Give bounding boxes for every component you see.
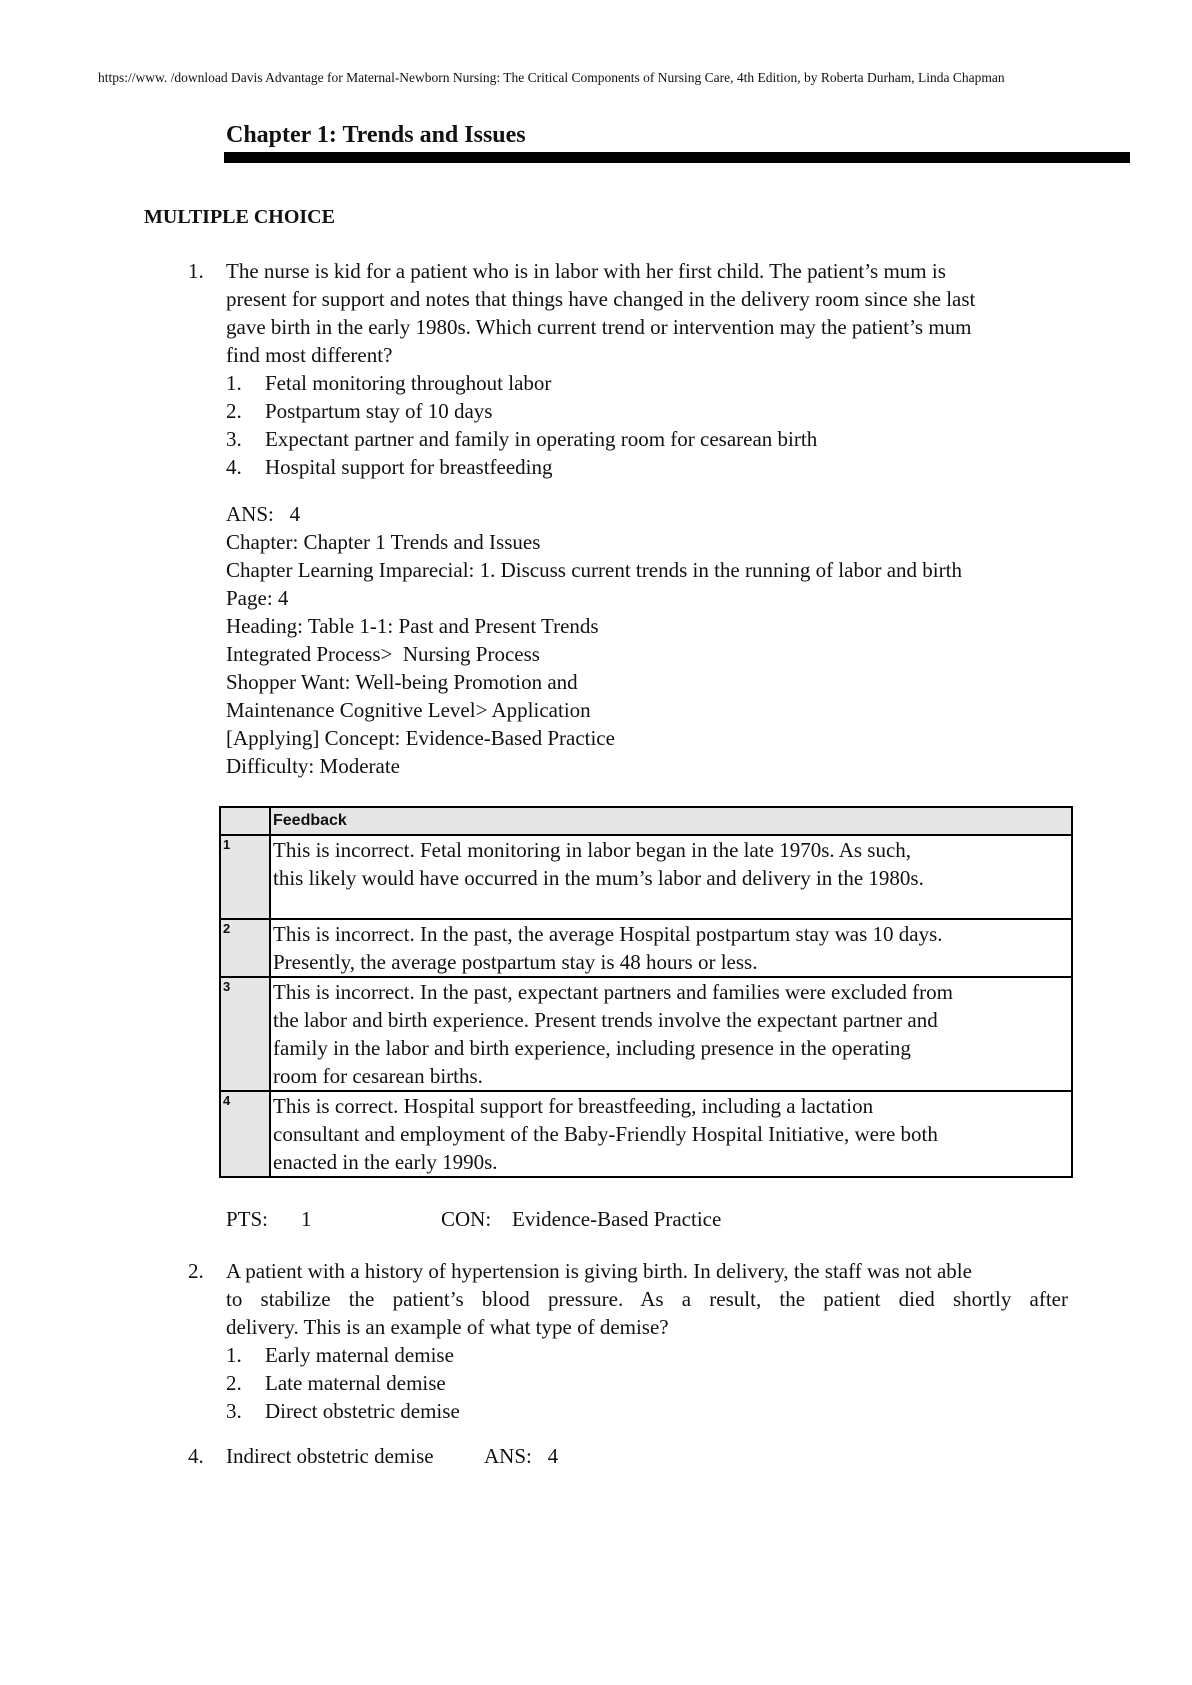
feedback-header-row	[220, 807, 1072, 835]
feedback-number: 3	[220, 977, 270, 1091]
question-number: 1.	[188, 259, 204, 283]
pts-value: 1	[301, 1207, 312, 1231]
feedback-header-blank	[220, 807, 270, 835]
feedback-text	[270, 977, 1072, 1091]
section-heading: MULTIPLE CHOICE	[144, 206, 335, 228]
meta-chapter: Chapter: Chapter 1 Trends and Issues	[226, 530, 541, 554]
meta-client-need: Shopper Want: Well-being Promotion and	[226, 670, 578, 694]
feedback-number: 1	[220, 835, 270, 919]
choice-text: Fetal monitoring throughout labor	[265, 371, 552, 395]
feedback-text-line: this likely would have occurred in the mum’s labor and delivery in the 1980s.	[273, 866, 924, 890]
choice-text: Postpartum stay of 10 days	[265, 399, 493, 423]
feedback-text-line: This is incorrect. In the past, the average Hospital postpartum stay was 10 days.	[273, 922, 943, 946]
feedback-row	[220, 1091, 1072, 1177]
pts-label: PTS:	[226, 1207, 269, 1231]
feedback-text-line: enacted in the early 1990s.	[273, 1150, 498, 1174]
question-2	[188, 1257, 1068, 1425]
question-number: 2.	[188, 1259, 204, 1283]
choice-number: 2.	[226, 1371, 242, 1395]
feedback-text	[270, 919, 1072, 977]
choice-number: 2.	[226, 399, 242, 423]
meta-concept: [Applying] Concept: Evidence-Based Practice	[226, 726, 615, 750]
header-url-text: https://www. /download Davis Advantage for Maternal-Newborn Nursing: The Critical Components of Nursing Care, 4th Edition, by Roberta Durham, Linda Chapman	[98, 70, 1005, 85]
feedback-header: Feedback	[270, 807, 1072, 835]
question-text-line: The nurse is kid for a patient who is in labor with her first child. The patient’s mum is	[226, 259, 946, 283]
question-text-line: find most different?	[226, 343, 393, 367]
choice-text: Indirect obstetric demise	[226, 1444, 434, 1468]
feedback-table	[219, 806, 1073, 1178]
answer-line: ANS: 4	[226, 502, 301, 526]
meta-heading: Heading: Table 1-1: Past and Present Trends	[226, 614, 599, 638]
question-text-line: to stabilize the patient’s blood pressure. As a result, the patient died shortly after	[226, 1287, 1068, 1311]
choice-number: 3.	[226, 1399, 242, 1423]
feedback-text-line: the labor and birth experience. Present trends involve the expectant partner and	[273, 1008, 938, 1032]
feedback-text-line: family in the labor and birth experience, including presence in the operating	[273, 1036, 911, 1060]
meta-page: Page: 4	[226, 586, 289, 610]
title-rule	[224, 152, 1130, 163]
con-value: Evidence-Based Practice	[512, 1207, 722, 1231]
answer-line: ANS: 4	[484, 1444, 559, 1468]
choice-text: Hospital support for breastfeeding	[265, 455, 553, 479]
choice-text: Early maternal demise	[265, 1343, 454, 1367]
question-1	[188, 257, 1088, 481]
meta-cognitive-level: Maintenance Cognitive Level> Application	[226, 698, 591, 722]
question-text-line: gave birth in the early 1980s. Which current trend or intervention may the patient’s mum	[226, 315, 972, 339]
feedback-text-line: Presently, the average postpartum stay is 48 hours or less.	[273, 950, 758, 974]
feedback-number: 4	[220, 1091, 270, 1177]
question-2-trailing-choice	[188, 1442, 888, 1470]
choice-item	[226, 1369, 1068, 1397]
choice-item	[226, 1397, 1068, 1425]
choice-text: Late maternal demise	[265, 1371, 446, 1395]
feedback-row	[220, 919, 1072, 977]
feedback-number: 2	[220, 919, 270, 977]
choice-item	[226, 397, 1088, 425]
meta-difficulty: Difficulty: Moderate	[226, 754, 400, 778]
answer-metadata	[226, 500, 1126, 780]
meta-learning-objective: Chapter Learning Imparecial: 1. Discuss current trends in the running of labor and birth	[226, 558, 962, 582]
question-text-line: present for support and notes that things have changed in the delivery room since she last	[226, 287, 976, 311]
feedback-text	[270, 835, 1072, 919]
feedback-text-line: This is correct. Hospital support for breastfeeding, including a lactation	[273, 1094, 874, 1118]
meta-integrated-process: Integrated Process> Nursing Process	[226, 642, 540, 666]
choice-text: Direct obstetric demise	[265, 1399, 460, 1423]
question-text-line: A patient with a history of hypertension is giving birth. In delivery, the staff was not able	[226, 1259, 972, 1283]
question-text-line: delivery. This is an example of what type of demise?	[226, 1315, 669, 1339]
choice-number: 4.	[226, 455, 242, 479]
feedback-text-line: room for cesarean births.	[273, 1064, 483, 1088]
choice-item	[226, 369, 1088, 397]
choice-item	[226, 453, 1088, 481]
choice-text: Expectant partner and family in operating room for cesarean birth	[265, 427, 818, 451]
chapter-title: Chapter 1: Trends and Issues	[226, 122, 526, 148]
choice-number: 4.	[188, 1444, 204, 1468]
choice-number: 3.	[226, 427, 242, 451]
feedback-text-line: This is incorrect. In the past, expectant partners and families were excluded from	[273, 980, 953, 1004]
feedback-text-line: This is incorrect. Fetal monitoring in labor began in the late 1970s. As such,	[273, 838, 912, 862]
choice-item	[226, 425, 1088, 453]
choice-number: 1.	[226, 371, 242, 395]
choice-item	[226, 1341, 1068, 1369]
choice-number: 1.	[226, 1343, 242, 1367]
feedback-text	[270, 1091, 1072, 1177]
pts-con-line	[226, 1207, 721, 1232]
feedback-text-line: consultant and employment of the Baby-Friendly Hospital Initiative, were both	[273, 1122, 938, 1146]
con-label: CON:	[441, 1207, 492, 1231]
feedback-row	[220, 977, 1072, 1091]
feedback-row	[220, 835, 1072, 919]
